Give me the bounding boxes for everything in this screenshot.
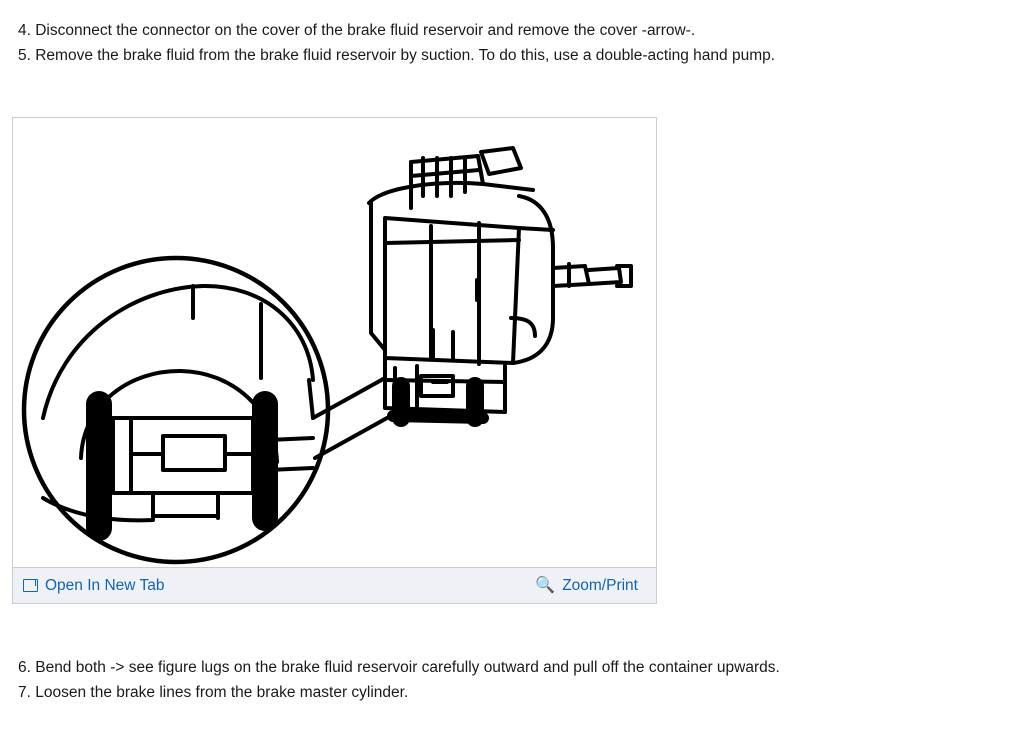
steps-below-figure (18, 655, 978, 705)
step-line: 4. Disconnect the connector on the cover of the brake fluid reservoir and remove the cover -arrow-. (18, 22, 696, 39)
new-tab-icon (23, 579, 38, 592)
zoom-print-button[interactable] (535, 577, 638, 595)
step-line: 5. Remove the brake fluid from the brake fluid reservoir by suction. To do this, use a double-acting hand pump. (18, 47, 776, 64)
magnifier-plus-icon: 🔍 (535, 576, 556, 594)
open-in-new-tab-button[interactable] (23, 577, 164, 595)
steps-above-figure (18, 18, 978, 68)
step-line: 7. Loosen the brake lines from the brake master cylinder. (18, 684, 409, 701)
figure-toolbar (13, 567, 656, 603)
step-line: 6. Bend both -> see figure lugs on the brake fluid reservoir carefully outward and pull off the container upwards. (18, 659, 780, 676)
zoom-print-label: Zoom/Print (562, 576, 638, 594)
open-in-new-tab-label: Open In New Tab (45, 576, 165, 594)
figure-illustration (13, 118, 656, 568)
figure-container (12, 117, 657, 604)
